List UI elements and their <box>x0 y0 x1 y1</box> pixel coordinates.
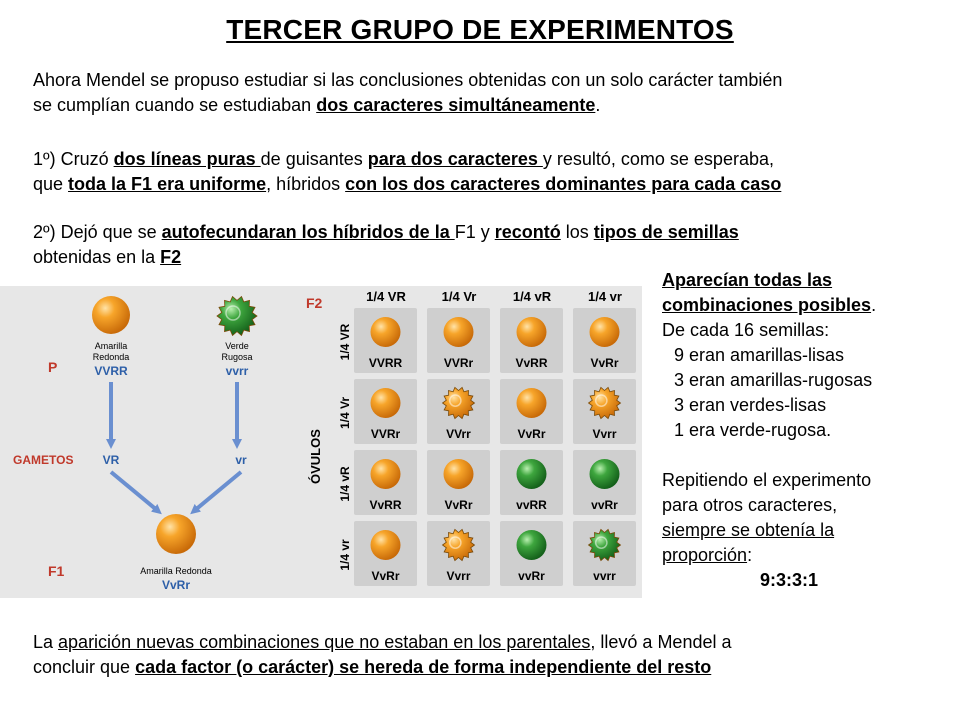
step2-highlight-1: autofecundaran los híbridos de la <box>161 222 455 242</box>
col-header: 1/4 Vr <box>441 289 477 304</box>
intro-line1: Ahora Mendel se propuso estudiar si las conclusiones obtenidas con un solo carácter también <box>33 70 783 90</box>
punnett-cell <box>427 521 490 586</box>
punnett-cell <box>500 450 563 515</box>
repeat-line1: Repitiendo el experimento <box>662 470 872 490</box>
seed-smooth-icon <box>517 317 547 347</box>
parent2-name-line1: Verde <box>225 341 249 351</box>
step2-text-c: los <box>560 222 594 242</box>
parent2-genotype: vvrr <box>225 364 249 378</box>
result-yellow-smooth: 9 eran amarillas-lisas <box>674 345 845 365</box>
seed-smooth-icon <box>517 459 547 489</box>
step2-highlight-3: tipos de semillas <box>593 222 739 242</box>
cell-genotype: vvRR <box>516 498 547 512</box>
intro-line2-end: . <box>595 95 601 115</box>
gamete2: vr <box>235 453 247 467</box>
punnett-cell <box>427 450 490 515</box>
punnett-cell <box>354 521 417 586</box>
punnett-cell <box>427 379 490 444</box>
cell-genotype: VVRr <box>370 427 401 441</box>
punnett-cell <box>427 308 490 373</box>
step2-paragraph <box>33 220 933 270</box>
f1-genotype: VvRr <box>161 578 191 592</box>
punnett-cell <box>573 308 636 373</box>
cell-genotype: VvRr <box>517 427 546 441</box>
label-f2: F2 <box>306 295 323 311</box>
step1-text-b: de guisantes <box>260 149 368 169</box>
label-f1: F1 <box>48 563 65 579</box>
label-ovules: ÓVULOS <box>308 429 323 484</box>
col-header: 1/4 VR <box>366 289 406 304</box>
cell-genotype: VvRR <box>515 356 548 370</box>
col-header: 1/4 vr <box>588 289 622 304</box>
parent1-name-line2: Redonda <box>92 352 130 362</box>
parent2-seed <box>217 297 257 336</box>
step1-text-c: y resultó, como se esperaba, <box>542 149 774 169</box>
step2-highlight-2: recontó <box>494 222 561 242</box>
conclusion-paragraph <box>33 630 933 680</box>
step1-highlight-3: toda la F1 era uniforme <box>68 174 267 194</box>
arrow-gamete1-f1 <box>111 472 158 511</box>
conclusion-text-c: concluir que <box>33 657 136 677</box>
punnett-cell <box>573 521 636 586</box>
f1-name: Amarilla Redonda <box>140 566 212 576</box>
step1-highlight-4: con los dos caracteres dominantes para cada caso <box>345 174 782 194</box>
seed-smooth-icon <box>371 530 401 560</box>
repeat-line4-colon: : <box>747 545 753 565</box>
parent2-seed-shape <box>217 297 257 336</box>
punnett-cell <box>354 450 417 515</box>
conclusion-highlight-2: cada factor (o carácter) se hereda de forma independiente del resto <box>135 657 712 677</box>
punnett-cell <box>500 308 563 373</box>
row-header: 1/4 vR <box>338 466 352 502</box>
cell-genotype: vvRr <box>591 498 618 512</box>
cell-genotype: VvRr <box>590 356 619 370</box>
step1-text-e: , híbridos <box>266 174 346 194</box>
punnett-cell <box>354 308 417 373</box>
seed-smooth-icon <box>371 388 401 418</box>
cell-genotype: VVRr <box>443 356 474 370</box>
row-header: 1/4 Vr <box>338 396 352 430</box>
punnett-cell <box>500 379 563 444</box>
label-gametes: GAMETOS <box>13 453 74 467</box>
label-p: P <box>48 359 58 375</box>
intro-line2-start: se cumplían cuando se estudiaban <box>33 95 317 115</box>
step1-highlight-1: dos líneas puras <box>113 149 261 169</box>
ratio-value: 9:3:3:1 <box>760 570 819 590</box>
cell-genotype: VvRr <box>444 498 473 512</box>
repeat-line4: proporción <box>662 545 748 565</box>
results-panel <box>662 268 952 593</box>
gamete1: VR <box>102 453 120 467</box>
punnett-diagram <box>0 286 642 598</box>
results-intro: De cada 16 semillas: <box>662 320 830 340</box>
seed-smooth-icon <box>517 388 547 418</box>
results-heading-period: . <box>871 295 877 315</box>
seed-smooth-icon <box>371 317 401 347</box>
step2-highlight-4: F2 <box>160 247 182 267</box>
result-yellow-wrinkled: 3 eran amarillas-rugosas <box>674 370 873 390</box>
step1-text-a: 1º) Cruzó <box>33 149 114 169</box>
cell-genotype: vvrr <box>593 569 616 583</box>
cell-genotype: VvRr <box>371 569 400 583</box>
results-heading-line2: combinaciones posibles <box>662 295 872 315</box>
row-header: 1/4 VR <box>338 323 352 361</box>
arrow-gamete2-f1 <box>194 472 241 511</box>
step2-text-a: 2º) Dejó que se <box>33 222 162 242</box>
cell-genotype: VVRR <box>368 356 403 370</box>
cell-genotype: Vvrr <box>592 427 617 441</box>
punnett-cell <box>354 379 417 444</box>
step2-text-d: obtenidas en la <box>33 247 161 267</box>
step2-text-b: F1 y <box>454 222 495 242</box>
intro-highlight: dos caracteres simultáneamente <box>316 95 596 115</box>
result-green-wrinkled: 1 era verde-rugosa. <box>674 420 832 440</box>
seed-smooth-icon <box>444 317 474 347</box>
seed-smooth-icon <box>517 530 547 560</box>
result-green-smooth: 3 eran verdes-lisas <box>674 395 827 415</box>
results-heading-line1: Aparecían todas las <box>662 270 833 290</box>
seed-smooth-icon <box>371 459 401 489</box>
parent2-name-line2: Rugosa <box>221 352 253 362</box>
punnett-cell <box>500 521 563 586</box>
parent1-name-line1: Amarilla <box>94 341 128 351</box>
step1-highlight-2: para dos caracteres <box>367 149 543 169</box>
step1-text-d: que <box>33 174 69 194</box>
step1-paragraph <box>33 147 933 197</box>
parent1-seed <box>92 296 130 334</box>
parent1-genotype: VVRR <box>94 364 128 378</box>
cell-genotype: Vvrr <box>446 569 471 583</box>
cell-genotype: VVrr <box>446 427 471 441</box>
seed-smooth-icon <box>444 459 474 489</box>
repeat-line3: siempre se obtenía la <box>662 520 835 540</box>
f1-seed <box>156 514 196 554</box>
conclusion-highlight-1: aparición nuevas combinaciones que no estaban en los parentales <box>58 632 591 652</box>
intro-paragraph <box>33 68 933 118</box>
col-header: 1/4 vR <box>512 289 552 304</box>
punnett-cell <box>573 450 636 515</box>
seed-smooth-icon <box>590 459 620 489</box>
row-header: 1/4 vr <box>338 539 352 571</box>
cell-genotype: VvRR <box>369 498 402 512</box>
punnett-cell <box>573 379 636 444</box>
conclusion-text-a: La <box>33 632 59 652</box>
conclusion-text-b: , llevó a Mendel a <box>590 632 732 652</box>
cell-genotype: vvRr <box>518 569 545 583</box>
seed-smooth-icon <box>590 317 620 347</box>
page-title: TERCER GRUPO DE EXPERIMENTOS <box>226 14 734 45</box>
repeat-line2: para otros caracteres, <box>662 495 838 515</box>
